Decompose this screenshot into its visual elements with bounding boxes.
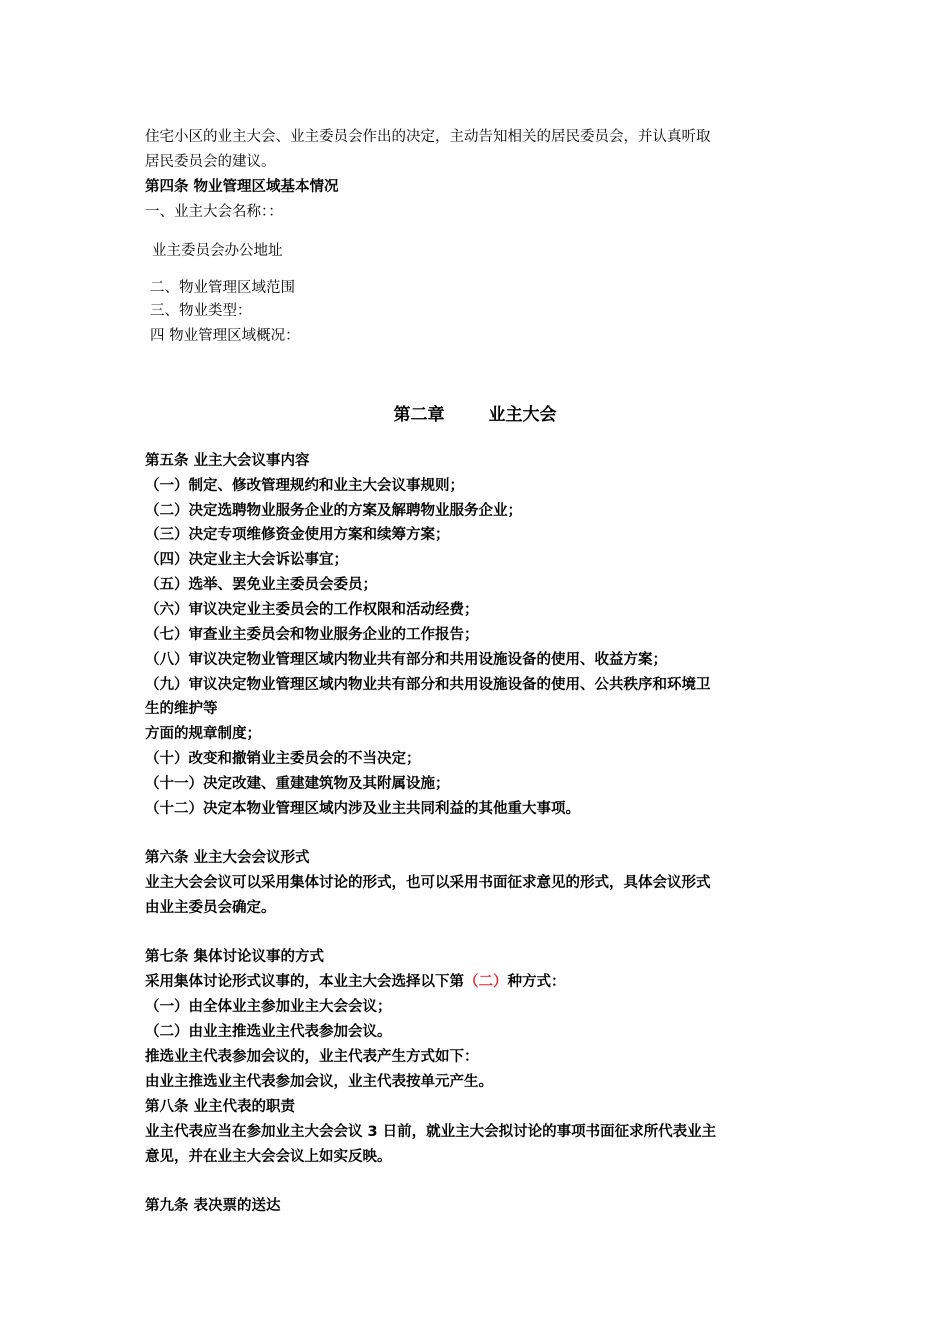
article-5-item: （九）审议决定物业管理区域内物业共有部分和共用设施设备的使用、公共秩序和环境卫 bbox=[145, 677, 711, 693]
intro-line-2: 居民委员会的建议。 bbox=[145, 154, 276, 170]
article-6-title: 第六条 业主大会会议形式 bbox=[145, 850, 310, 866]
article-7-title: 第七条 集体讨论议事的方式 bbox=[145, 949, 325, 965]
article-4-item-2: 二、物业管理区域范围 bbox=[150, 280, 295, 296]
intro-line-1: 住宅小区的业主大会、业主委员会作出的决定，主动告知相关的居民委员会，并认真听取 bbox=[145, 129, 711, 145]
article-7-rep-method: 推选业主代表参加会议的，业主代表产生方式如下： bbox=[145, 1049, 479, 1065]
article-4-office-address: 业主委员会办公地址 bbox=[152, 243, 283, 259]
article-7-option-2: （二）由业主推选业主代表参加会议。 bbox=[145, 1024, 392, 1040]
article-7-option-1: （一）由全体业主参加业主大会会议； bbox=[145, 999, 392, 1015]
article-6-line-2: 由业主委员会确定。 bbox=[145, 900, 276, 916]
article-8-line-1: 业主代表应当在参加业主大会会议 3 日前，就业主大会拟讨论的事项书面征求所代表业主 bbox=[145, 1124, 717, 1140]
chapter-name: 业主大会 bbox=[488, 405, 557, 425]
article-5-item: （十二）决定本物业管理区域内涉及业主共同利益的其他重大事项。 bbox=[145, 801, 580, 817]
article-8-title: 第八条 业主代表的职责 bbox=[145, 1099, 296, 1115]
article-5-item: （三）决定专项维修资金使用方案和续筹方案； bbox=[145, 527, 450, 543]
article-5-item: 生的维护等 bbox=[145, 701, 218, 717]
chapter-heading bbox=[0, 400, 950, 425]
article-7-choice-suffix: 种方式： bbox=[507, 974, 566, 990]
article-5-item: （七）审查业主委员会和物业服务企业的工作报告； bbox=[145, 627, 479, 643]
article-7-choice-prefix: 采用集体讨论形式议事的，本业主大会选择以下第 bbox=[145, 974, 464, 990]
article-7-choice bbox=[145, 972, 566, 992]
article-5-item: （一）制定、修改管理规约和业主大会议事规则； bbox=[145, 478, 464, 494]
article-5-title: 第五条 业主大会议事内容 bbox=[145, 453, 310, 469]
article-4-item-1: 一、业主大会名称：： bbox=[145, 204, 283, 220]
article-5-item: （五）选举、罢免业主委员会委员； bbox=[145, 577, 377, 593]
chapter-number: 第二章 bbox=[393, 405, 445, 425]
article-5-item: （十一）决定改建、重建建筑物及其附属设施； bbox=[145, 776, 450, 792]
article-5-item: （二）决定选聘物业服务企业的方案及解聘物业服务企业； bbox=[145, 503, 522, 519]
article-5-item: （十）改变和撤销业主委员会的不当决定； bbox=[145, 751, 421, 767]
article-4-title: 第四条 物业管理区域基本情况 bbox=[145, 179, 339, 195]
article-4-item-3: 三、物业类型： bbox=[150, 303, 252, 319]
article-5-item: （六）审议决定业主委员会的工作权限和活动经费； bbox=[145, 602, 479, 618]
article-6-line-1: 业主大会会议可以采用集体讨论的形式，也可以采用书面征求意见的形式，具体会议形式 bbox=[145, 875, 711, 891]
article-5-item: （八）审议决定物业管理区域内物业共有部分和共用设施设备的使用、收益方案； bbox=[145, 652, 667, 668]
article-7-choice-value: （二） bbox=[464, 974, 508, 990]
article-4-item-4: 四 物业管理区域概况： bbox=[150, 328, 300, 344]
article-8-line-2: 意见，并在业主大会会议上如实反映。 bbox=[145, 1149, 392, 1165]
article-9-title: 第九条 表决票的送达 bbox=[145, 1198, 281, 1214]
article-7-rep-detail: 由业主推选业主代表参加会议，业主代表按单元产生。 bbox=[145, 1074, 493, 1090]
article-5-item: （四）决定业主大会诉讼事宜； bbox=[145, 552, 348, 568]
article-5-item: 方面的规章制度； bbox=[145, 726, 261, 742]
